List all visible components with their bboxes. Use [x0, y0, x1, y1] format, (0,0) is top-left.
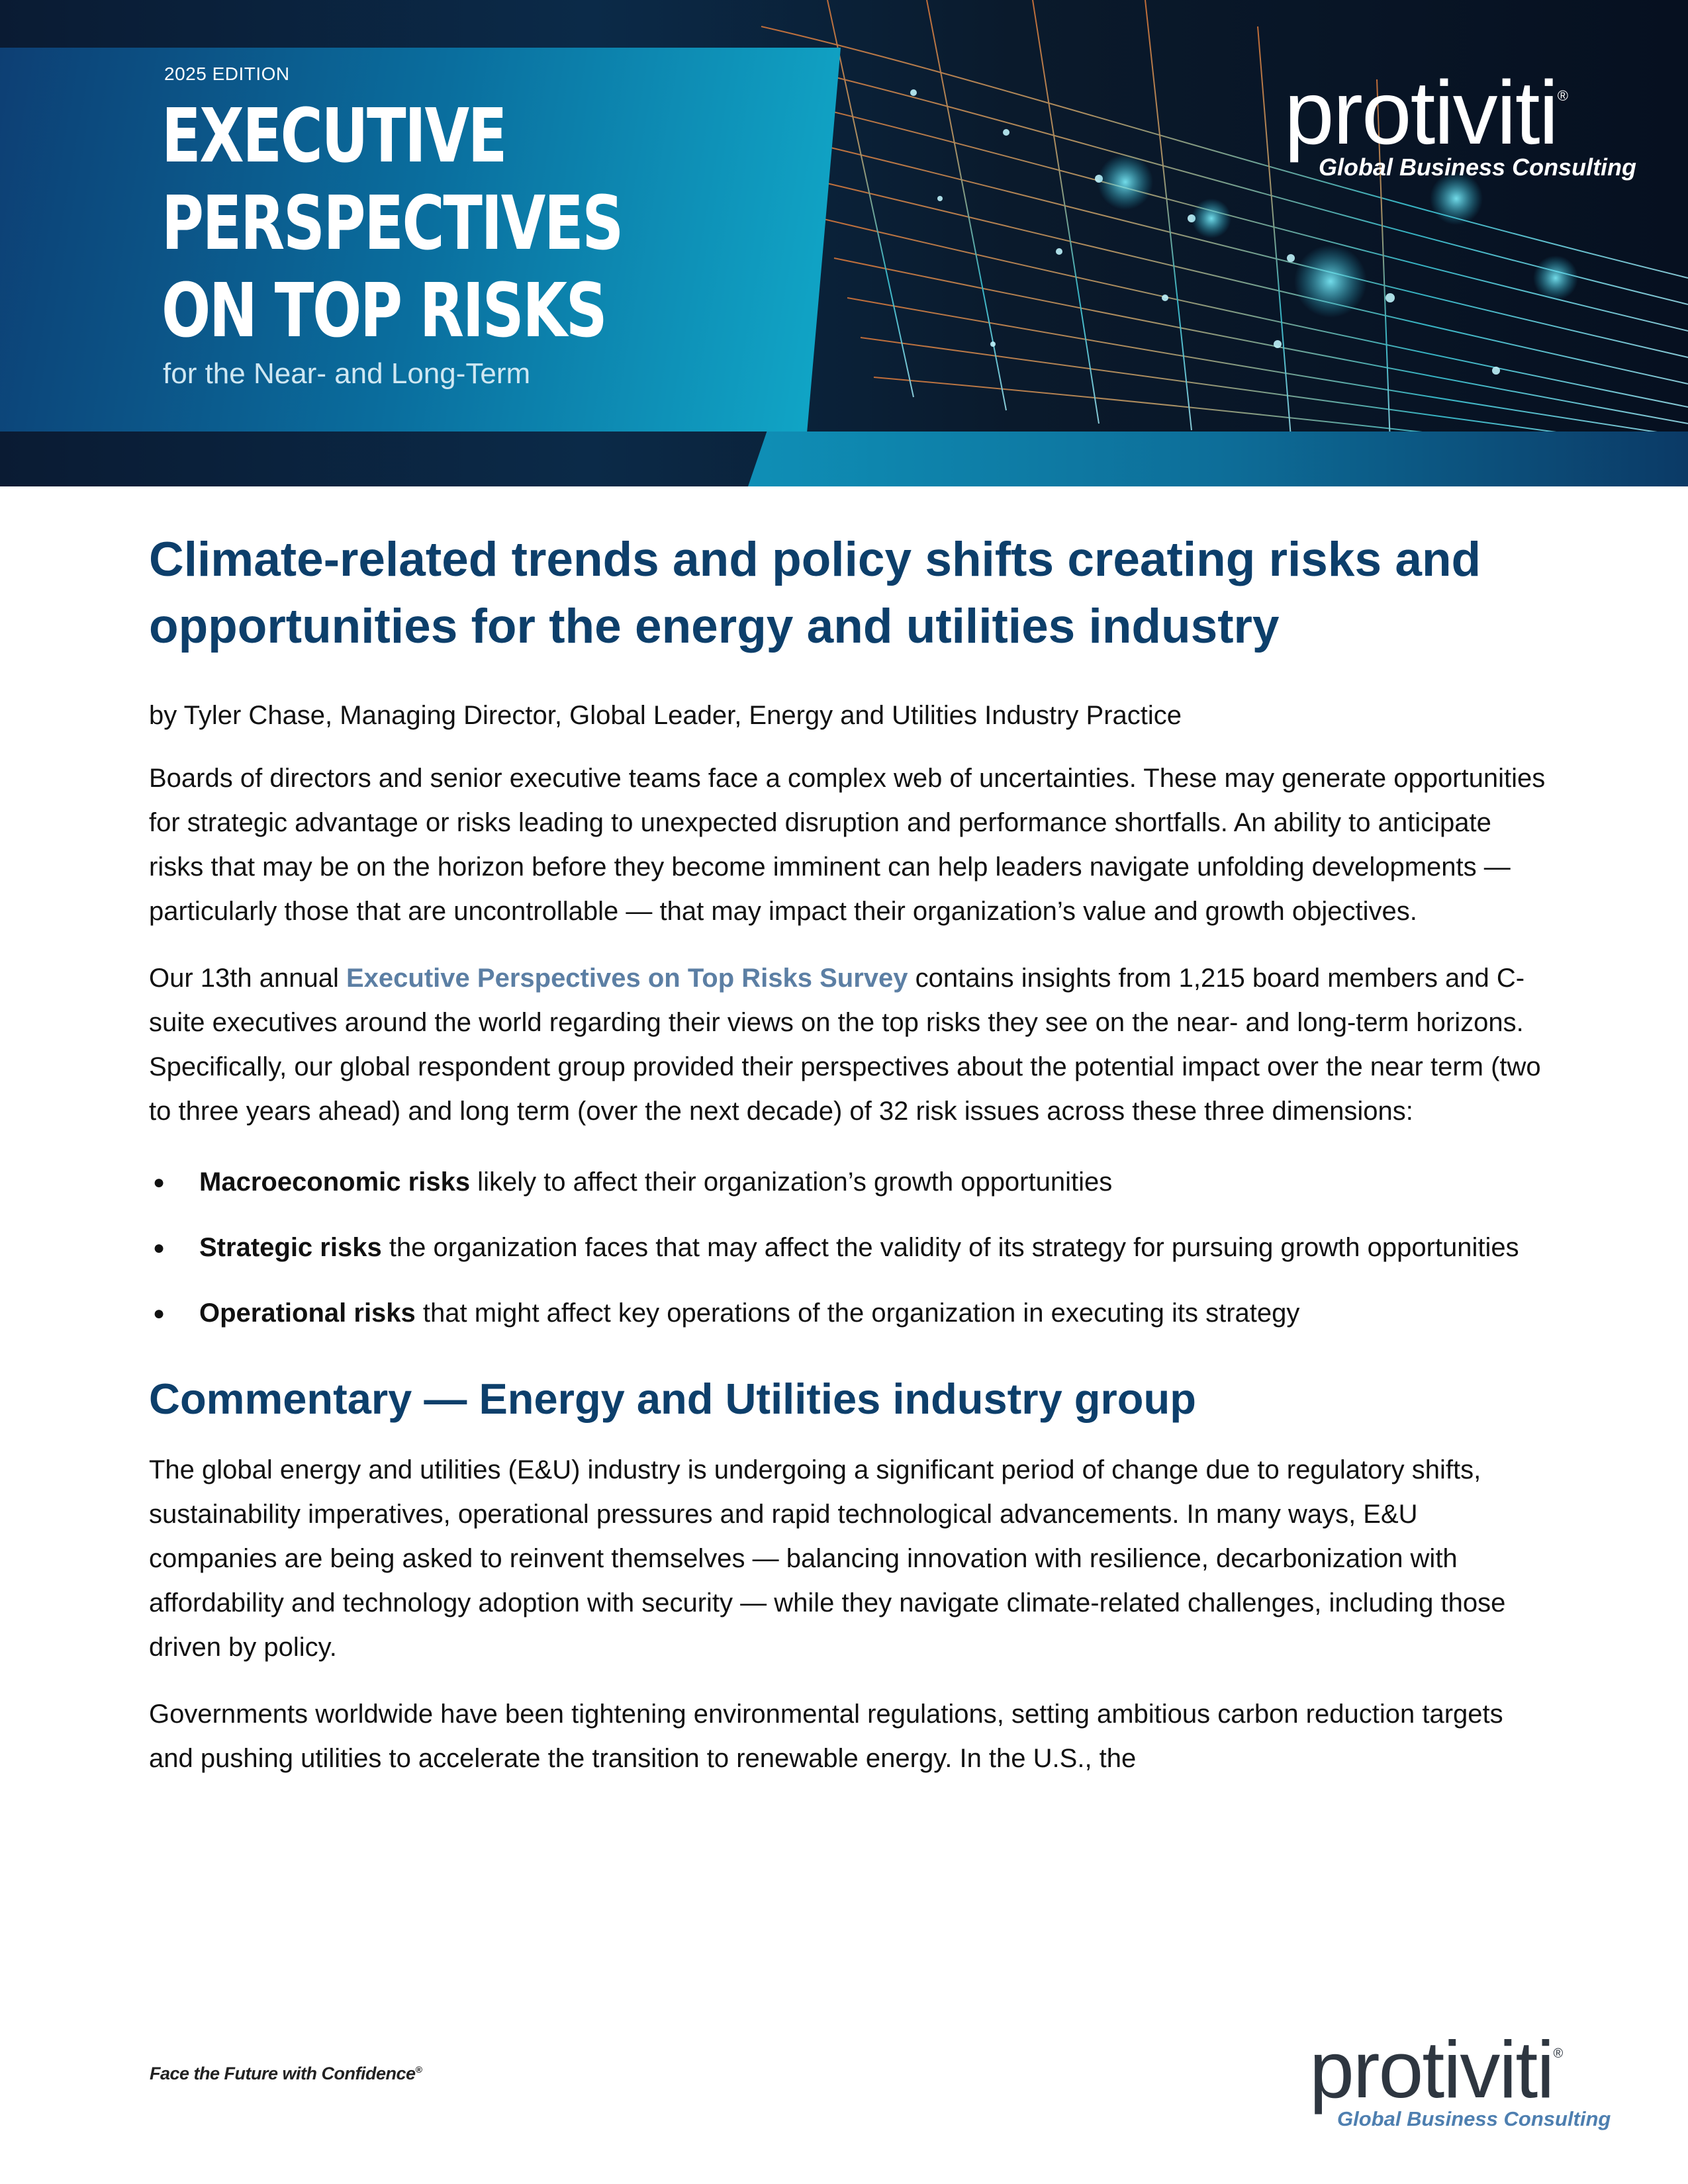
- list-item: [149, 1291, 1546, 1336]
- footer-tagline-text: Face the Future with Confidence: [150, 2064, 416, 2083]
- risk-dimension-list: [149, 1160, 1546, 1336]
- survey-text-rest: contains insights from 1,215 board members and C-suite executives around the world regarding their views on the top risks they see on the near- and long-term horizons. Specifically, our global respondent group provided their perspectives about the potential impact over the near term (two to three years ahead) and long term (over the next decade) of 32 risk issues across these three dimensions:: [149, 964, 1541, 1126]
- banner-accent-band: [748, 432, 1688, 486]
- survey-link[interactable]: Executive Perspectives on Top Risks Survey: [346, 964, 908, 993]
- commentary-paragraph-2: Governments worldwide have been tightening environmental regulations, setting ambitious carbon reduction targets and pushing utilities to accelerate the transition to renewable energy. In the U.S., the: [149, 1700, 1503, 1773]
- registered-mark: ®: [1557, 87, 1568, 104]
- logo-wordmark: protiviti: [1284, 62, 1558, 163]
- footer-logo-wordmark: protiviti: [1309, 2025, 1554, 2115]
- list-item: [149, 1160, 1546, 1205]
- logo-tagline: Global Business Consulting: [1319, 154, 1637, 181]
- bullet-icon: ●: [153, 1302, 165, 1324]
- risk-description: the organization faces that may affect the validity of its strategy for pursuing growth opportunities: [381, 1233, 1519, 1262]
- report-title: EXECUTIVE PERSPECTIVES ON TOP RISKS: [162, 93, 622, 354]
- report-subtitle: for the Near- and Long-Term: [163, 357, 531, 390]
- risk-term: Strategic risks: [199, 1233, 382, 1262]
- article-body: [149, 526, 1546, 1781]
- footer-logo-tagline: Global Business Consulting: [1337, 2107, 1611, 2130]
- footer-logo-registered: ®: [1553, 2046, 1564, 2061]
- bullet-icon: ●: [153, 1237, 165, 1259]
- protiviti-logo: [1284, 62, 1637, 181]
- list-item: [149, 1226, 1546, 1270]
- edition-label: 2025 EDITION: [164, 64, 290, 84]
- survey-paragraph: [149, 956, 1546, 1134]
- footer-tagline: [150, 2064, 422, 2084]
- footer-protiviti-logo: [1309, 2025, 1611, 2131]
- footer-registered-mark: ®: [415, 2064, 422, 2075]
- intro-paragraph: Boards of directors and senior executive teams face a complex web of uncertainties. These may generate opportunities for strategic advantage or risks leading to unexpected disruption and performance shortfalls. An ability to anticipate risks that may be on the horizon before they become imminent can help leaders navigate unfolding developments — particularly those that are uncontrollable — that may impact their organization’s value and growth objectives.: [149, 764, 1546, 926]
- risk-term: Macroeconomic risks: [199, 1167, 471, 1197]
- byline: by Tyler Chase, Managing Director, Global Leader, Energy and Utilities Industry Practice: [149, 701, 1182, 730]
- bullet-icon: ●: [153, 1171, 165, 1193]
- commentary-paragraph-1: The global energy and utilities (E&U) industry is undergoing a significant period of change due to regulatory shifts, sustainability imperatives, operational pressures and rapid technological advancements. In many ways, E&U companies are being asked to reinvent themselves — balancing innovation with resilience, decarbonization with affordability and technology adoption with security — while they navigate climate-related challenges, including those driven by policy.: [149, 1455, 1506, 1662]
- survey-text-lead: Our 13th annual: [149, 964, 346, 993]
- risk-term: Operational risks: [199, 1298, 416, 1328]
- risk-description: that might affect key operations of the organization in executing its strategy: [415, 1298, 1300, 1328]
- commentary-heading: Commentary — Energy and Utilities industry group: [149, 1375, 1196, 1423]
- risk-description: likely to affect their organization’s growth opportunities: [470, 1167, 1113, 1197]
- article-headline: Climate-related trends and policy shifts creating risks and opportunities for the energy and utilities industry: [149, 533, 1481, 653]
- cover-banner: [0, 0, 1688, 486]
